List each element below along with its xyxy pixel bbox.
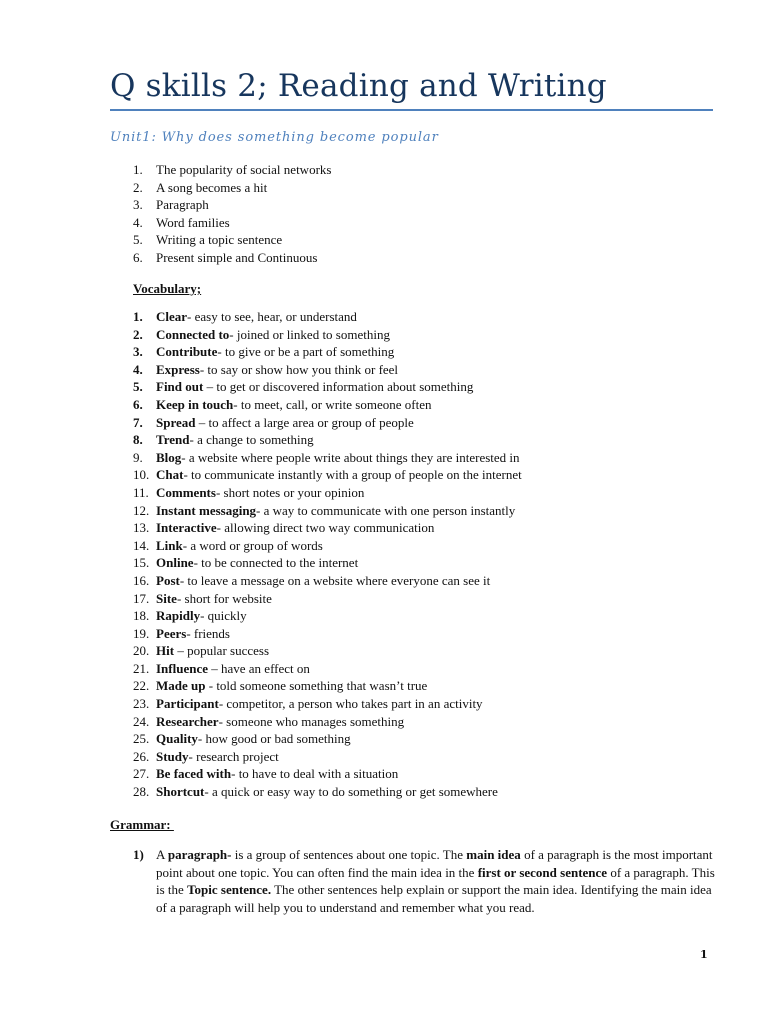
vocabulary-item [133,642,522,660]
grammar-text-run: of a paragraph. This is the [156,864,715,898]
vocabulary-term: Instant messaging [156,502,257,518]
vocabulary-number: 4. [133,361,143,377]
vocabulary-item [133,695,522,713]
vocabulary-definition: - joined or linked to something [229,326,390,342]
vocabulary-number: 1. [133,309,143,324]
topic-text: Present simple and Continuous [156,249,318,265]
vocabulary-item [133,484,522,502]
grammar-text-run: A [156,847,168,862]
vocabulary-item [133,677,522,695]
grammar-text-run: of a paragraph is the most important point about one topic. You can often find the main idea in the [156,847,713,880]
vocabulary-item [133,308,522,326]
topic-item [133,249,331,267]
topic-item [133,196,331,214]
vocabulary-number: 6. [133,396,143,412]
vocabulary-definition: - to be connected to the internet [193,555,359,571]
vocabulary-definition: - friends [186,625,230,641]
vocabulary-item [133,765,522,783]
vocabulary-term: Peers [156,625,187,641]
vocabulary-item [133,660,522,678]
vocabulary-item [133,537,522,555]
vocabulary-definition: - a website where people write about things they are interested in [181,449,520,465]
topic-text: Paragraph [156,197,209,213]
vocabulary-item [133,449,522,467]
vocabulary-item [133,590,522,608]
unit-subtitle: Unit1: Why does something become popular [110,130,439,145]
vocabulary-definition: - easy to see, hear, or understand [187,309,357,324]
vocabulary-number: 20. [133,643,150,659]
vocabulary-term: Hit [156,643,175,659]
vocabulary-definition: - to meet, call, or write someone often [233,396,432,412]
vocabulary-number: 24. [133,713,150,729]
vocabulary-item [133,466,522,484]
vocabulary-term: Site [156,590,177,606]
vocabulary-number: 2. [133,326,143,342]
vocabulary-definition: - a change to something [189,432,314,448]
title-underline [110,109,713,111]
topic-number: 1. [133,162,143,177]
vocabulary-definition: – to affect a large area or group of people [195,414,414,430]
topic-item [133,161,331,179]
vocabulary-item [133,713,522,731]
vocabulary-term: Rapidly [156,608,201,624]
vocabulary-term: Participant [156,696,219,712]
vocabulary-definition: - to leave a message on a website where everyone can see it [179,572,491,588]
vocabulary-number: 18. [133,608,150,624]
vocabulary-definition: – have an effect on [208,660,310,676]
vocabulary-number: 28. [133,784,150,800]
vocabulary-item [133,361,522,379]
vocabulary-definition: - to have to deal with a situation [231,766,399,782]
grammar-heading: Grammar: [110,817,174,832]
vocabulary-definition: - someone who manages something [218,713,405,729]
topic-number: 6. [133,249,143,265]
vocabulary-definition: - short notes or your opinion [215,484,365,500]
vocabulary-definition: - a word or group of words [182,537,323,553]
vocabulary-number: 25. [133,731,150,747]
vocabulary-definition: - told someone something that wasn’t true [205,678,428,694]
vocabulary-item [133,730,522,748]
topic-item [133,179,331,197]
vocabulary-item [133,625,522,643]
topic-number: 4. [133,214,143,230]
vocabulary-number: 12. [133,502,150,518]
vocabulary-term: Chat [156,467,184,483]
vocabulary-item [133,326,522,344]
vocabulary-definition: - to give or be a part of something [217,344,395,360]
grammar-term-main-idea: main idea [466,847,521,862]
topic-item [133,214,331,232]
vocabulary-definition: - allowing direct two way communication [216,520,435,536]
vocabulary-number: 11. [133,484,149,500]
vocabulary-term: Spread [156,414,196,430]
vocabulary-definition: - a way to communicate with one person instantly [256,502,516,518]
topic-text: Word families [156,214,230,230]
vocabulary-number: 27. [133,766,150,782]
vocabulary-item [133,607,522,625]
vocabulary-term: Comments [156,484,216,500]
vocabulary-number: 16. [133,572,150,588]
vocabulary-heading: Vocabulary; [133,281,202,296]
vocabulary-number: 9. [133,449,143,465]
vocabulary-term: Influence [156,660,208,676]
vocabulary-item [133,748,522,766]
vocabulary-term: Post [156,572,180,588]
vocabulary-item [133,378,522,396]
grammar-item-number: 1) [133,847,144,862]
vocabulary-item [133,554,522,572]
vocabulary-term: Interactive [156,520,217,536]
vocabulary-term: Shortcut [156,784,205,800]
vocabulary-definition: – popular success [174,643,270,659]
vocabulary-definition: - a quick or easy way to do something or get somewhere [204,784,498,800]
vocabulary-item [133,572,522,590]
vocabulary-term: Contribute [156,344,218,360]
vocabulary-definition: - research project [188,748,279,764]
vocabulary-item [133,431,522,449]
vocabulary-definition: - to communicate instantly with a group of people on the internet [183,467,522,483]
vocabulary-term: Online [156,555,194,571]
vocabulary-number: 22. [133,678,150,694]
vocabulary-term: Find out [156,379,204,395]
topics-list [133,161,331,267]
vocabulary-number: 8. [133,432,143,448]
vocabulary-number: 3. [133,344,143,360]
vocabulary-term: Keep in touch [156,396,234,412]
grammar-term-paragraph: paragraph- [167,847,232,862]
vocabulary-definition: - how good or bad something [197,731,351,747]
vocabulary-term: Trend [156,432,190,448]
vocabulary-number: 17. [133,590,150,606]
vocabulary-definition: - quickly [200,608,247,624]
vocabulary-definition: – to get or discovered information about something [203,379,474,395]
vocabulary-number: 23. [133,696,150,712]
grammar-item-text [156,846,721,916]
topic-text: The popularity of social networks [156,162,332,177]
vocabulary-item [133,502,522,520]
grammar-term-topic-sentence: Topic sentence. [187,882,272,898]
vocabulary-term: Made up [156,678,206,694]
vocabulary-term: Quality [156,731,198,747]
vocabulary-number: 7. [133,414,143,430]
vocabulary-term: Researcher [156,713,219,729]
vocabulary-item [133,343,522,361]
vocabulary-item [133,519,522,537]
vocabulary-term: Link [156,537,183,553]
topic-text: Writing a topic sentence [156,232,283,248]
topic-number: 5. [133,232,143,248]
vocabulary-term: Connected to [156,326,230,342]
vocabulary-number: 21. [133,660,150,676]
vocabulary-number: 13. [133,520,150,536]
vocabulary-term: Study [156,748,189,764]
document-title: Q skills 2; Reading and Writing [110,68,607,104]
vocabulary-definition: - short for website [176,590,272,606]
vocabulary-definition: - competitor, a person who takes part in an activity [218,696,483,712]
topic-number: 2. [133,179,143,195]
vocabulary-item [133,783,522,801]
vocabulary-number: 5. [133,379,143,395]
vocabulary-number: 14. [133,537,150,553]
vocabulary-number: 15. [133,555,150,571]
vocabulary-term: Be faced with [156,766,232,782]
vocabulary-number: 26. [133,748,150,764]
vocabulary-item [133,414,522,432]
vocabulary-definition: - to say or show how you think or feel [199,361,399,377]
page-number: 1 [700,948,708,961]
topic-item [133,231,331,249]
vocabulary-number: 10. [133,467,150,483]
grammar-term-first-second-sentence: first or second sentence [477,864,608,880]
vocabulary-item [133,396,522,414]
grammar-text-run: is a group of sentences about one topic. The [231,847,467,862]
vocabulary-term: Express [156,361,200,377]
vocabulary-term: Blog [156,449,182,465]
grammar-text-run: The other sentences help explain or support the main idea. Identifying the main idea of a paragraph will help you to understand and remember what you read. [156,882,712,915]
topic-text: A song becomes a hit [156,179,268,195]
vocabulary-term: Clear [156,309,188,324]
vocabulary-number: 19. [133,625,150,641]
topic-number: 3. [133,197,143,213]
vocabulary-list [133,308,522,801]
